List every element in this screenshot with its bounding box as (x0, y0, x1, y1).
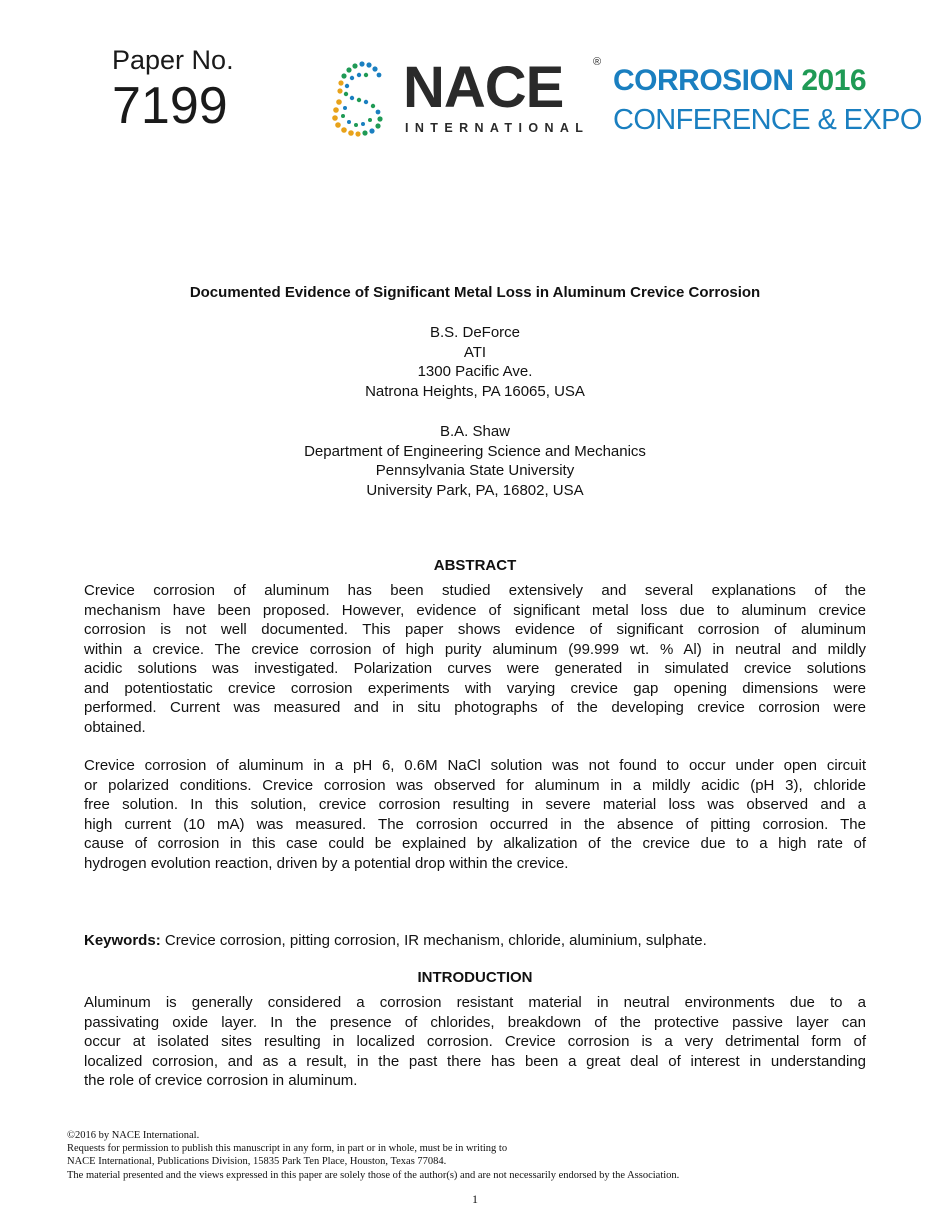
text-line: passivating oxide layer. In the presence of chlorides, breakdown of the protective passive layer can (84, 1013, 866, 1031)
text-line: Crevice corrosion of aluminum in a pH 6, 0.6M NaCl solution was not found to occur under open circuit (84, 757, 866, 774)
author-city: University Park, PA, 16802, USA (366, 481, 584, 499)
introduction-paragraph-1 (84, 993, 866, 1091)
introduction-heading: INTRODUCTION (417, 969, 533, 986)
footer-line: Requests for permission to publish this manuscript in any form, in part or in whole, must be in writing to (67, 1143, 508, 1155)
logo-dots (332, 61, 382, 136)
page-number: 1 (472, 1192, 478, 1206)
author-block-1 (0, 323, 950, 401)
abstract-paragraph-2 (84, 756, 866, 873)
text-line: the role of crevice corrosion in aluminum. (84, 1072, 358, 1089)
text-line: localized corrosion, and as a result, in the past there has been a great deal of interest in understanding (84, 1052, 866, 1070)
registered-mark: ® (593, 56, 602, 68)
author-affiliation: Pennsylvania State University (375, 462, 575, 480)
abstract-paragraph-1 (84, 581, 866, 737)
footer-line: The material presented and the views expressed in this paper are solely those of the author(s) and are not necessarily endorsed by the Association. (67, 1169, 680, 1181)
text-line: mechanism have been proposed. However, evidence of significant metal loss due to aluminum crevice (84, 601, 866, 619)
text-line: and potentiostatic crevice corrosion experiments with varying crevice gap opening dimensions were (84, 679, 866, 697)
paper-number: 7199 (112, 77, 228, 135)
text-line: or polarized conditions. Crevice corrosion was observed for aluminum in a mildly acidic (pH 3), chloride (84, 776, 866, 794)
conference-name (613, 64, 866, 98)
text-line: high current (10 mA) was measured. The corrosion occurred in the absence of pitting corrosion. The (84, 815, 866, 833)
paper-number-label: Paper No. (112, 45, 234, 75)
conference-subtitle: CONFERENCE & EXPO (613, 104, 922, 136)
author-name: B.S. DeForce (429, 324, 521, 341)
text-line: within a crevice. The crevice corrosion of high purity aluminum (99.999 wt. % Al) in neutral and mildly (84, 640, 866, 658)
copyright-footer (67, 1129, 897, 1182)
footer-line: NACE International, Publications Division, 15835 Park Ten Place, Houston, Texas 77084. (67, 1156, 447, 1168)
text-line: free solution. In this solution, crevice corrosion resulting in severe material loss was observed and a (84, 796, 866, 813)
author-name: B.A. Shaw (439, 423, 511, 440)
author-department: Department of Engineering Science and Mechanics (304, 442, 646, 460)
author-city: Natrona Heights, PA 16065, USA (365, 382, 585, 400)
nace-logo-icon (322, 58, 402, 138)
paper-title: Documented Evidence of Significant Metal Loss in Aluminum Crevice Corrosion (189, 284, 761, 301)
text-line: Aluminum is generally considered a corrosion resistant material in neutral environments due to a (84, 994, 866, 1011)
footer-line: ©2016 by NACE International. (67, 1130, 200, 1141)
text-line: hydrogen evolution reaction, driven by a potential drop within the crevice. (84, 854, 569, 872)
text-line: Crevice corrosion of aluminum has been studied extensively and several explanations of the (84, 582, 866, 599)
author-address: 1300 Pacific Ave. (417, 363, 533, 381)
conference-year: 2016 (801, 64, 867, 97)
text-line: obtained. (84, 718, 146, 736)
author-block-2 (0, 422, 950, 500)
nace-international-label: INTERNATIONAL (405, 121, 590, 135)
text-line: cause of corrosion in this case could be explained by alkalization of the crevice due to a high rate of (84, 835, 866, 852)
text-line: occur at isolated sites resulting in localized corrosion. Crevice corrosion is a very detrimental form of (84, 1033, 866, 1050)
abstract-heading: ABSTRACT (433, 557, 517, 574)
text-line: performed. Current was measured and in situ photographs of the developing crevice corrosion were (84, 699, 866, 716)
text-line: corrosion is not well documented. This paper shows evidence of significant corrosion of aluminum (84, 621, 866, 638)
nace-wordmark: NACE (403, 55, 564, 120)
text-line: acidic solutions was investigated. Polarization curves were generated in simulated crevice solutions (84, 660, 866, 677)
keywords-text: Crevice corrosion, pitting corrosion, IR mechanism, chloride, aluminium, sulphate. (160, 932, 707, 949)
author-affiliation: ATI (463, 343, 487, 361)
keywords (84, 932, 707, 949)
keywords-label: Keywords: (84, 932, 161, 949)
conference-word: CORROSION (613, 64, 794, 97)
